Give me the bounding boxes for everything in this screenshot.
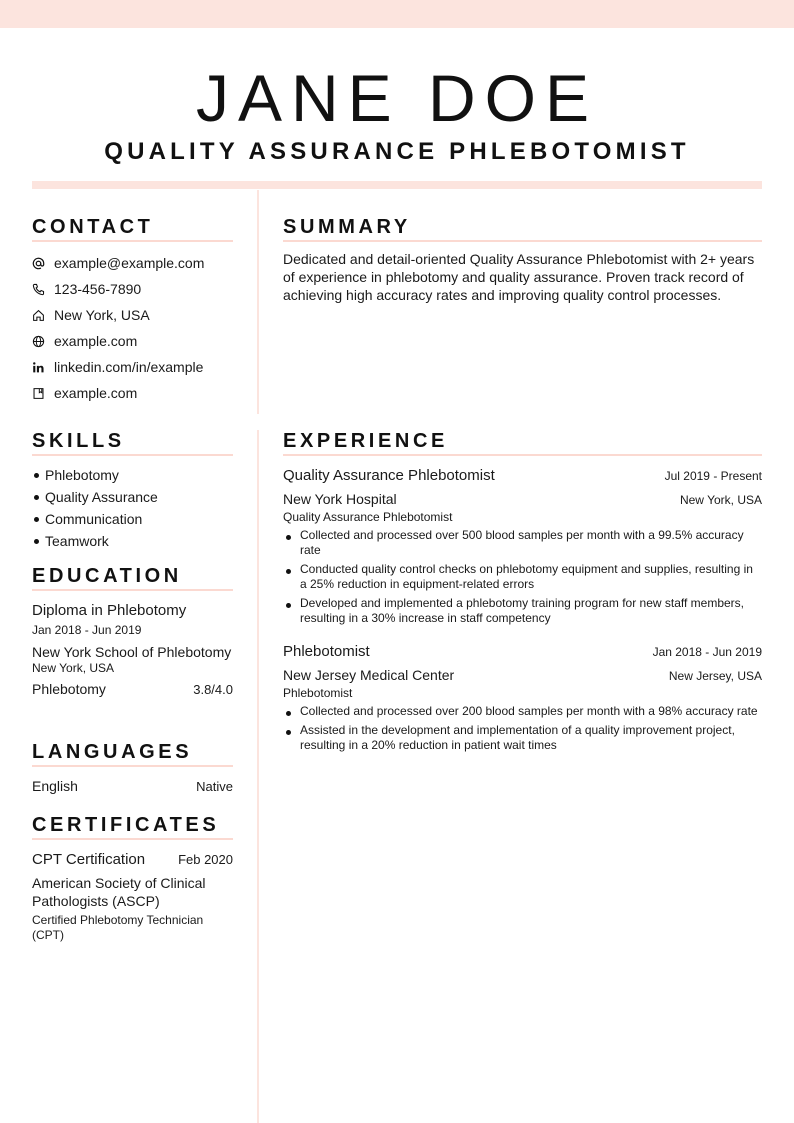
contact-portfolio [32,380,233,406]
certificate-description: Certified Phlebotomy Technician (CPT) [32,913,204,942]
languages-heading: LANGUAGES [32,739,233,767]
top-accent-band [0,0,794,28]
job-location: New York, USA [679,493,762,507]
experience-entry [283,466,762,626]
contact-email [32,250,233,276]
skill-item: Phlebotomy [32,464,233,486]
candidate-name: JANE DOE [195,61,599,135]
language-level: Native [196,779,233,794]
job-bullet: Assisted in the development and implementation of a quality improvement project, resulting in a 20% reduction in patient wait times [283,723,762,753]
job-dates: Jul 2019 - Present [664,469,762,483]
education-school: New York School of Phlebotomy [32,644,232,660]
job-bullet: Developed and implemented a phlebotomy training program for new staff members, resulting in a 30% increase in staff competency [283,596,762,626]
experience-section [283,428,762,753]
education-field: Phlebotomy [32,681,106,697]
education-section [32,563,233,739]
job-bullet: Collected and processed over 500 blood samples per month with a 99.5% accuracy rate [283,528,762,558]
summary-heading: SUMMARY [283,214,762,242]
column-divider-bottom [257,430,259,1123]
linkedin-icon [32,361,54,374]
contact-portfolio-text[interactable]: example.com [54,385,138,401]
candidate-title: QUALITY ASSURANCE PHLEBOTOMIST [104,138,690,165]
experience-heading: EXPERIENCE [283,428,762,456]
job-bullet: Conducted quality control checks on phlebotomy equipment and supplies, resulting in a 25% reduction in equipment-related errors [283,562,762,592]
job-title: Quality Assurance Phlebotomist [283,467,495,484]
languages-section [32,739,233,812]
job-bullets [283,704,762,753]
job-title: Phlebotomist [283,643,370,660]
certificate-row [32,850,233,869]
skills-section [32,428,233,563]
contact-website [32,328,233,354]
contact-linkedin-text[interactable]: linkedin.com/in/example [54,359,204,375]
right-column [283,214,762,757]
contact-heading: CONTACT [32,214,233,242]
experience-entry [283,642,762,753]
left-column [32,214,233,943]
skills-heading: SKILLS [32,428,233,456]
job-company-row [283,490,762,508]
job-bullets [283,528,762,626]
globe-icon [32,335,54,348]
skill-item: Communication [32,508,233,530]
job-location: New Jersey, USA [668,669,762,683]
education-heading: EDUCATION [32,563,233,591]
education-dates: Jan 2018 - Jun 2019 [32,623,142,637]
education-gpa: 3.8/4.0 [193,682,233,697]
phone-icon [32,283,54,296]
contact-phone-text[interactable]: 123-456-7890 [54,281,142,297]
job-role: Quality Assurance Phlebotomist [283,510,453,524]
skill-item: Teamwork [32,530,233,552]
education-location: New York, USA [32,661,115,675]
certificate-name: CPT Certification [32,851,146,868]
job-company: New Jersey Medical Center [283,667,455,683]
certificates-heading: CERTIFICATES [32,812,233,840]
column-divider-top [257,190,259,414]
contact-website-text[interactable]: example.com [54,333,138,349]
contact-section [32,214,233,428]
job-role: Phlebotomist [283,686,353,700]
language-item [32,777,233,795]
language-name: English [32,778,78,794]
certificate-date: Feb 2020 [178,852,233,867]
job-header [283,466,762,485]
contact-location [32,302,233,328]
education-grade-row [32,680,233,698]
job-dates: Jan 2018 - Jun 2019 [652,645,762,659]
job-bullet: Collected and processed over 200 blood samples per month with a 98% accuracy rate [283,704,762,719]
summary-text: Dedicated and detail-oriented Quality Assurance Phlebotomist with 2+ years of experience in phlebotomy and quality assurance. Proven track record of achieving high accuracy rates and improving quality control processes. [283,251,755,303]
bookmark-icon [32,387,54,400]
header-divider [32,181,762,189]
certificates-section [32,812,233,943]
contact-email-text[interactable]: example@example.com [54,255,205,271]
at-icon [32,257,54,270]
education-degree: Diploma in Phlebotomy [32,602,187,619]
job-company: New York Hospital [283,491,397,507]
certificate-issuer: American Society of Clinical Pathologists (ASCP) [32,875,206,909]
summary-section [283,214,762,428]
job-company-row [283,666,762,684]
skill-item: Quality Assurance [32,486,233,508]
contact-phone [32,276,233,302]
contact-location-text: New York, USA [54,307,150,323]
job-header [283,642,762,661]
home-icon [32,309,54,322]
contact-linkedin [32,354,233,380]
